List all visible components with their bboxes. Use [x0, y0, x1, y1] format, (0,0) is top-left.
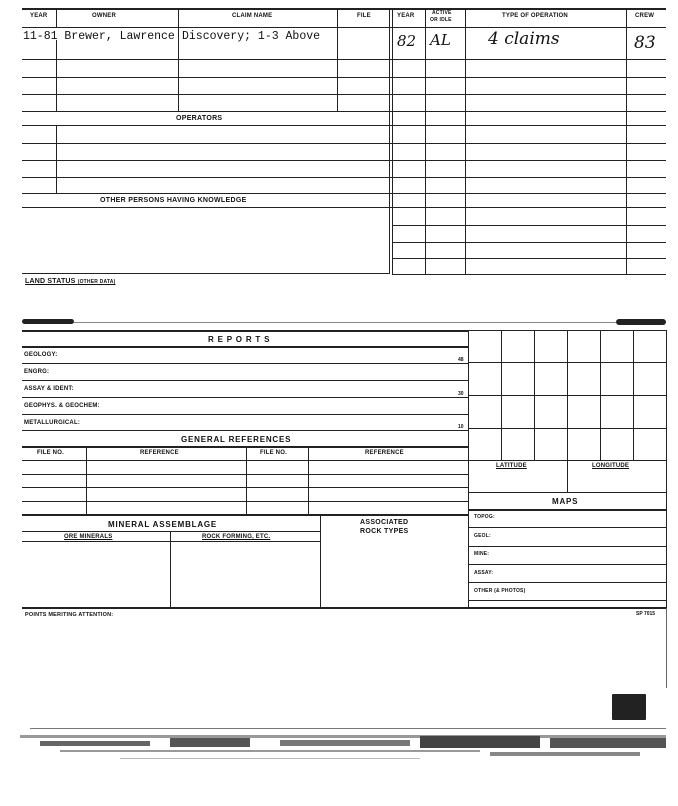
gr-reference-1: REFERENCE [140, 450, 179, 456]
crew-header: CREW [635, 13, 655, 19]
land-status-sub: (OTHER DATA) [77, 279, 116, 285]
reports-assay: ASSAY & IDENT: [24, 386, 74, 392]
owner-row-1: 11-81 Brewer, Lawrence [23, 30, 175, 43]
form-number: SP 7015 [636, 611, 656, 617]
maps-other: OTHER (& PHOTOS) [474, 588, 526, 594]
operation-status-1: AL [430, 31, 451, 49]
ink-blot-right [616, 319, 666, 325]
other-persons-heading: OTHER PERSONS HAVING KNOWLEDGE [100, 197, 247, 204]
reports-metallurgical: METALLURGICAL: [24, 420, 81, 426]
associated-rock-header-2: ROCK TYPES [360, 528, 409, 535]
ore-minerals-header: ORE MINERALS [64, 534, 113, 540]
maps-geol: GEOL: [474, 533, 491, 539]
margin-number-1: 48 [458, 357, 464, 363]
reports-engrg: ENGRG: [24, 369, 50, 375]
operation-crew-1: 83 [634, 33, 656, 53]
ink-blot-left [22, 319, 74, 324]
reports-heading: R E P O R T S [208, 335, 271, 344]
gr-file-no-1: FILE NO. [37, 450, 64, 456]
operators-heading: OPERATORS [176, 115, 223, 122]
gr-file-no-2: FILE NO. [260, 450, 287, 456]
reports-geology: GEOLOGY: [24, 352, 58, 358]
maps-heading: MAPS [552, 497, 579, 506]
maps-mine: MINE: [474, 551, 490, 557]
general-references-heading: GENERAL REFERENCES [181, 435, 292, 444]
active-idle-header-1: ACTIVE [432, 10, 452, 16]
active-idle-header-2: OR IDLE [430, 17, 452, 23]
maps-assay: ASSAY: [474, 570, 494, 576]
margin-number-2: 30 [458, 391, 464, 397]
rock-forming-header: ROCK FORMING, ETC. [202, 534, 271, 540]
maps-topog: TOPOG: [474, 514, 495, 520]
claim-row-1: Discovery; 1-3 Above [182, 30, 321, 43]
mineral-assemblage-heading: MINERAL ASSEMBLAGE [108, 520, 218, 529]
land-status-title: LAND STATUS [25, 278, 76, 285]
points-meriting-attention-label: POINTS MERITING ATTENTION: [25, 612, 114, 618]
reports-geophys: GEOPHYS. & GEOCHEM: [24, 403, 100, 409]
gr-reference-2: REFERENCE [365, 450, 404, 456]
claim-name-header: CLAIM NAME [232, 13, 273, 19]
land-status-label [25, 278, 115, 285]
operation-type-1: 4 claims [488, 29, 560, 49]
type-of-operation-header: TYPE OF OPERATION [502, 13, 568, 19]
owner-year-header: YEAR [30, 13, 48, 19]
latitude-label: LATITUDE [496, 463, 527, 469]
operation-year-header: YEAR [397, 13, 415, 19]
associated-rock-header-1: ASSOCIATED [360, 519, 409, 526]
longitude-label: LONGITUDE [592, 463, 630, 469]
operation-year-1: 82 [397, 32, 417, 50]
margin-number-3: 10 [458, 424, 464, 430]
file-header: FILE [357, 13, 371, 19]
owner-header: OWNER [92, 13, 116, 19]
